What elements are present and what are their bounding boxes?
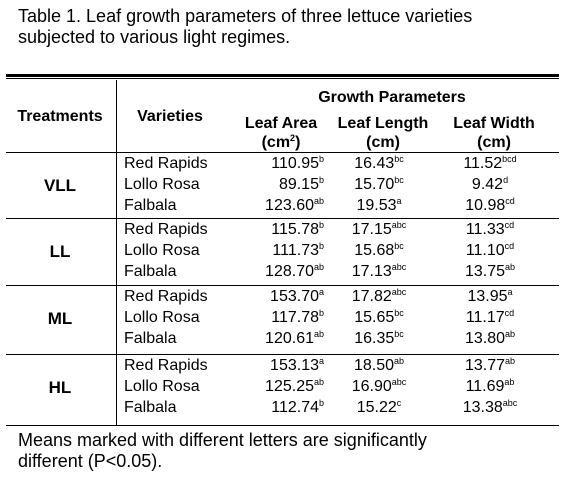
variety-cell-value: Lollo Rosa — [124, 378, 200, 395]
leaf-width-cell-significance: cd — [504, 241, 515, 251]
leaf-area-cell — [232, 156, 324, 172]
variety-cell-value: Red Rapids — [124, 288, 208, 305]
leaf-area-cell — [232, 331, 324, 347]
leaf-length-cell — [330, 264, 428, 280]
leaf-length-cell-value: 18.50 — [353, 357, 395, 374]
leaf-length-cell-value: 16.90 — [351, 378, 392, 395]
leaf-length-cell — [330, 358, 428, 374]
leaf-area-cell-significance: a — [318, 287, 324, 297]
leaf-area-cell-value: 115.78 — [271, 221, 319, 238]
variety-cell-value: Lollo Rosa — [124, 242, 200, 259]
leaf-area-cell — [232, 379, 324, 395]
leaf-area-cell-value: 153.13 — [270, 357, 319, 374]
leaf-length-cell-significance: c — [396, 398, 402, 408]
header-leaf-length-label: Leaf Length — [337, 115, 429, 132]
leaf-area-cell — [232, 358, 324, 374]
leaf-area-unit-sup: 2 — [290, 133, 296, 143]
leaf-width-cell-significance: ab — [505, 262, 516, 272]
leaf-width-cell-significance: d — [503, 175, 509, 185]
header-leaf-length-unit: (cm) — [366, 134, 400, 151]
leaf-width-cell-significance: ab — [505, 356, 516, 366]
top-rule-inner — [6, 78, 559, 79]
leaf-length-cell — [330, 156, 428, 172]
leaf-width-cell-significance: ab — [504, 377, 515, 387]
treatment-label: HL — [48, 378, 72, 397]
group-rule-3 — [6, 354, 559, 355]
header-leaf-width-unit: (cm) — [477, 134, 511, 151]
leaf-length-cell-significance: ab — [394, 356, 405, 366]
column-divider — [116, 80, 117, 425]
bottom-rule — [6, 425, 559, 426]
leaf-area-cell-value: 125.25 — [265, 378, 314, 395]
variety-cell-value: Falbala — [124, 399, 177, 416]
leaf-length-cell-value: 17.82 — [351, 288, 392, 305]
leaf-length-cell-significance: bc — [394, 308, 404, 318]
leaf-length-cell — [330, 400, 428, 416]
variety-cell-value: Falbala — [124, 330, 177, 347]
leaf-area-cell-significance: b — [318, 154, 324, 164]
footnote-line-2: different (P<0.05). — [18, 451, 163, 471]
variety-cell-value: Red Rapids — [124, 357, 208, 374]
header-leaf-area-unit — [234, 133, 328, 152]
variety-cell — [124, 379, 200, 395]
variety-cell-value: Red Rapids — [124, 221, 208, 238]
leaf-length-cell-value: 15.65 — [354, 309, 395, 326]
top-rule — [6, 74, 559, 77]
leaf-width-cell — [440, 177, 540, 193]
leaf-area-cell-significance: ab — [313, 262, 324, 272]
leaf-width-cell-significance: a — [507, 287, 513, 297]
leaf-width-cell — [440, 156, 540, 172]
leaf-width-cell — [440, 331, 540, 347]
leaf-length-cell-significance: abc — [391, 287, 407, 297]
header-leaf-width-label: Leaf Width — [453, 115, 535, 132]
leaf-area-cell-significance: ab — [313, 196, 324, 206]
leaf-width-cell-significance: abc — [502, 398, 518, 408]
leaf-length-cell-value: 15.68 — [354, 242, 395, 259]
leaf-length-cell — [330, 289, 428, 305]
leaf-width-cell-value: 9.42 — [471, 176, 504, 193]
variety-cell-value: Lollo Rosa — [124, 309, 200, 326]
variety-cell — [124, 400, 176, 416]
leaf-length-cell-value: 15.22 — [356, 399, 397, 416]
leaf-width-cell — [440, 379, 540, 395]
leaf-area-cell — [232, 222, 324, 238]
leaf-width-cell-value: 10.98 — [465, 197, 506, 214]
leaf-width-cell — [440, 222, 540, 238]
leaf-length-cell-significance: bc — [394, 154, 404, 164]
leaf-length-cell — [330, 243, 428, 259]
leaf-width-cell-significance: cd — [504, 220, 515, 230]
leaf-area-cell-significance: b — [318, 175, 324, 185]
leaf-area-cell — [232, 400, 324, 416]
leaf-width-cell-value: 11.10 — [465, 242, 505, 259]
leaf-area-cell-value: 128.70 — [265, 263, 314, 280]
header-treatments: Treatments — [17, 108, 103, 125]
variety-cell — [124, 264, 176, 280]
leaf-width-cell-significance: ab — [505, 329, 516, 339]
leaf-length-cell-significance: a — [396, 196, 402, 206]
treatment-label: VLL — [43, 176, 77, 195]
variety-cell-value: Falbala — [124, 197, 177, 214]
leaf-area-cell-significance: b — [318, 241, 324, 251]
leaf-area-unit-text: (cm — [261, 134, 291, 151]
leaf-area-cell-value: 89.15 — [278, 176, 319, 193]
header-rule — [6, 152, 559, 153]
leaf-area-cell — [232, 177, 324, 193]
leaf-area-cell-significance: b — [318, 308, 324, 318]
treatment-label: ML — [47, 309, 73, 328]
leaf-length-cell — [330, 379, 428, 395]
leaf-area-cell-value: 110.95 — [271, 155, 319, 172]
leaf-area-cell — [232, 310, 324, 326]
leaf-length-cell — [330, 198, 428, 214]
variety-cell — [124, 177, 200, 193]
leaf-width-cell-value: 13.77 — [464, 357, 506, 374]
variety-cell — [124, 289, 208, 305]
leaf-width-cell-significance: bcd — [502, 154, 517, 164]
leaf-length-cell-value: 15.70 — [354, 176, 395, 193]
leaf-width-cell-value: 13.95 — [467, 288, 508, 305]
leaf-area-cell — [232, 264, 324, 280]
leaf-length-cell-value: 16.35 — [354, 330, 395, 347]
leaf-width-cell — [440, 400, 540, 416]
variety-cell-value: Falbala — [124, 263, 177, 280]
leaf-area-cell-significance: a — [318, 356, 324, 366]
leaf-width-cell-value: 13.75 — [464, 263, 506, 280]
leaf-area-cell — [232, 289, 324, 305]
variety-cell — [124, 222, 208, 238]
leaf-length-cell-significance: abc — [391, 377, 407, 387]
caption-line-1: Table 1. Leaf growth parameters of three lettuce varieties — [18, 6, 473, 26]
leaf-length-cell-value: 19.53 — [356, 197, 397, 214]
leaf-area-cell-value: 112.74 — [271, 399, 319, 416]
leaf-length-cell-significance: abc — [391, 262, 407, 272]
table-footnote — [18, 430, 548, 472]
leaf-area-cell-value: 120.61 — [265, 330, 314, 347]
variety-cell — [124, 243, 200, 259]
leaf-width-cell-significance: cd — [504, 308, 515, 318]
variety-cell — [124, 331, 176, 347]
variety-cell — [124, 358, 208, 374]
leaf-area-cell — [232, 243, 324, 259]
leaf-width-cell — [440, 243, 540, 259]
header-varieties: Varieties — [137, 108, 203, 125]
leaf-width-cell-value: 11.69 — [465, 378, 505, 395]
variety-cell — [124, 198, 176, 214]
leaf-area-cell-value: 111.73 — [272, 242, 319, 259]
leaf-width-cell-value: 13.38 — [462, 399, 503, 416]
leaf-area-unit-close: ) — [295, 134, 301, 151]
header-leaf-length — [330, 114, 436, 152]
table-caption — [18, 6, 548, 48]
leaf-width-cell-value: 11.17 — [465, 309, 505, 326]
group-rule-2 — [6, 285, 559, 286]
leaf-area-cell-significance: ab — [313, 377, 324, 387]
leaf-length-cell-significance: abc — [391, 220, 407, 230]
header-leaf-width — [442, 114, 546, 152]
variety-cell-value: Lollo Rosa — [124, 176, 200, 193]
leaf-width-cell — [440, 289, 540, 305]
leaf-area-cell-significance: ab — [313, 329, 324, 339]
leaf-area-cell-value: 117.78 — [271, 309, 319, 326]
leaf-area-cell-value: 123.60 — [265, 197, 314, 214]
leaf-width-cell — [440, 264, 540, 280]
leaf-length-cell-value: 17.13 — [351, 263, 392, 280]
leaf-width-cell-value: 13.80 — [464, 330, 506, 347]
leaf-length-cell-value: 16.43 — [354, 155, 395, 172]
leaf-width-cell — [440, 358, 540, 374]
variety-cell-value: Red Rapids — [124, 155, 208, 172]
leaf-length-cell — [330, 310, 428, 326]
leaf-length-cell-significance: bc — [394, 329, 404, 339]
treatment-label: LL — [49, 242, 71, 261]
leaf-area-cell — [232, 198, 324, 214]
leaf-width-cell-value: 11.52 — [463, 155, 503, 172]
header-leaf-area — [234, 114, 328, 152]
leaf-area-cell-significance: b — [318, 398, 324, 408]
variety-cell — [124, 310, 200, 326]
footnote-line-1: Means marked with different letters are significantly — [18, 430, 427, 450]
header-leaf-area-label: Leaf Area — [244, 115, 318, 132]
leaf-width-cell — [440, 198, 540, 214]
leaf-area-cell-significance: b — [318, 220, 324, 230]
leaf-length-cell-significance: bc — [394, 241, 404, 251]
leaf-area-cell-value: 153.70 — [270, 288, 319, 305]
leaf-length-cell — [330, 222, 428, 238]
variety-cell — [124, 156, 208, 172]
leaf-length-cell — [330, 177, 428, 193]
leaf-width-cell-significance: cd — [505, 196, 515, 206]
group-rule-1 — [6, 218, 559, 219]
leaf-length-cell — [330, 331, 428, 347]
leaf-length-cell-significance: bc — [394, 175, 404, 185]
leaf-length-cell-value: 17.15 — [351, 221, 392, 238]
leaf-width-cell-value: 11.33 — [465, 221, 505, 238]
header-growth-parameters: Growth Parameters — [318, 89, 466, 106]
caption-line-2: subjected to various light regimes. — [18, 27, 291, 47]
leaf-width-cell — [440, 310, 540, 326]
